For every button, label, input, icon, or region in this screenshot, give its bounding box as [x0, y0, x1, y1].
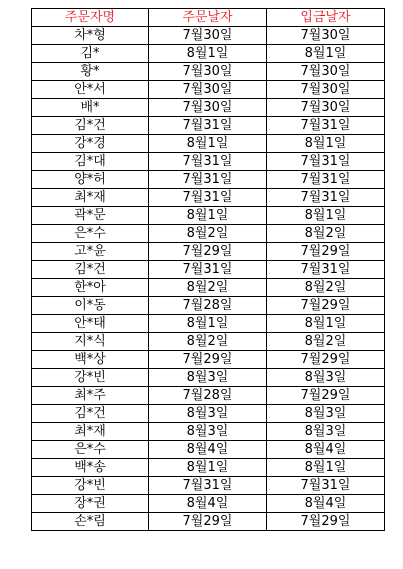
- cell-payment-date: 8월1일: [267, 135, 385, 153]
- cell-orderer-name: 이*동: [32, 297, 149, 315]
- cell-order-date: 7월30일: [149, 81, 267, 99]
- cell-order-date: 7월30일: [149, 63, 267, 81]
- cell-orderer-name: 한*아: [32, 279, 149, 297]
- cell-payment-date: 7월30일: [267, 63, 385, 81]
- table-row: [32, 423, 385, 441]
- cell-payment-date: 7월31일: [267, 171, 385, 189]
- cell-order-date: 7월29일: [149, 243, 267, 261]
- cell-payment-date: 8월2일: [267, 333, 385, 351]
- header-row: [32, 9, 385, 27]
- table-row: [32, 333, 385, 351]
- table-row: [32, 477, 385, 495]
- cell-payment-date: 7월30일: [267, 81, 385, 99]
- table-body: [32, 27, 385, 531]
- column-header-orderer-name: 주문자명: [32, 9, 149, 27]
- cell-orderer-name: 김*대: [32, 153, 149, 171]
- cell-order-date: 8월2일: [149, 333, 267, 351]
- cell-payment-date: 8월4일: [267, 495, 385, 513]
- table-row: [32, 117, 385, 135]
- cell-order-date: 8월3일: [149, 405, 267, 423]
- table-row: [32, 189, 385, 207]
- cell-payment-date: 7월29일: [267, 351, 385, 369]
- column-header-payment-date: 입금날자: [267, 9, 385, 27]
- cell-order-date: 8월1일: [149, 459, 267, 477]
- cell-payment-date: 7월31일: [267, 117, 385, 135]
- cell-orderer-name: 지*식: [32, 333, 149, 351]
- cell-payment-date: 8월2일: [267, 279, 385, 297]
- cell-orderer-name: 배*: [32, 99, 149, 117]
- cell-orderer-name: 곽*문: [32, 207, 149, 225]
- table-row: [32, 459, 385, 477]
- column-header-order-date: 주문날자: [149, 9, 267, 27]
- cell-order-date: 7월31일: [149, 153, 267, 171]
- cell-payment-date: 7월29일: [267, 297, 385, 315]
- cell-payment-date: 7월29일: [267, 243, 385, 261]
- cell-payment-date: 8월3일: [267, 423, 385, 441]
- table-row: [32, 27, 385, 45]
- cell-order-date: 7월28일: [149, 297, 267, 315]
- table-row: [32, 45, 385, 63]
- cell-payment-date: 8월1일: [267, 45, 385, 63]
- cell-orderer-name: 김*건: [32, 261, 149, 279]
- cell-order-date: 7월29일: [149, 351, 267, 369]
- cell-orderer-name: 장*권: [32, 495, 149, 513]
- cell-order-date: 8월4일: [149, 441, 267, 459]
- table-row: [32, 171, 385, 189]
- cell-payment-date: 7월31일: [267, 153, 385, 171]
- cell-payment-date: 7월30일: [267, 99, 385, 117]
- cell-order-date: 7월31일: [149, 171, 267, 189]
- cell-orderer-name: 백*상: [32, 351, 149, 369]
- cell-orderer-name: 김*건: [32, 117, 149, 135]
- cell-orderer-name: 최*재: [32, 189, 149, 207]
- cell-orderer-name: 황*: [32, 63, 149, 81]
- table-row: [32, 297, 385, 315]
- cell-order-date: 7월30일: [149, 27, 267, 45]
- cell-order-date: 8월2일: [149, 225, 267, 243]
- table-row: [32, 441, 385, 459]
- cell-orderer-name: 강*빈: [32, 369, 149, 387]
- cell-orderer-name: 은*수: [32, 441, 149, 459]
- cell-payment-date: 7월31일: [267, 261, 385, 279]
- cell-order-date: 8월1일: [149, 45, 267, 63]
- table-row: [32, 261, 385, 279]
- cell-order-date: 8월4일: [149, 495, 267, 513]
- cell-orderer-name: 최*주: [32, 387, 149, 405]
- cell-orderer-name: 차*형: [32, 27, 149, 45]
- cell-orderer-name: 고*윤: [32, 243, 149, 261]
- cell-order-date: 7월31일: [149, 189, 267, 207]
- cell-orderer-name: 강*경: [32, 135, 149, 153]
- cell-order-date: 7월31일: [149, 117, 267, 135]
- table-row: [32, 387, 385, 405]
- cell-payment-date: 8월1일: [267, 315, 385, 333]
- cell-orderer-name: 양*허: [32, 171, 149, 189]
- cell-order-date: 7월29일: [149, 513, 267, 531]
- table-row: [32, 135, 385, 153]
- cell-payment-date: 7월29일: [267, 387, 385, 405]
- table-row: [32, 513, 385, 531]
- cell-orderer-name: 최*재: [32, 423, 149, 441]
- cell-orderer-name: 강*빈: [32, 477, 149, 495]
- cell-order-date: 8월1일: [149, 207, 267, 225]
- table-row: [32, 207, 385, 225]
- table-row: [32, 153, 385, 171]
- cell-order-date: 8월3일: [149, 369, 267, 387]
- cell-payment-date: 8월3일: [267, 369, 385, 387]
- cell-order-date: 7월28일: [149, 387, 267, 405]
- cell-orderer-name: 김*: [32, 45, 149, 63]
- table-row: [32, 99, 385, 117]
- cell-order-date: 7월31일: [149, 477, 267, 495]
- table-row: [32, 243, 385, 261]
- cell-order-date: 8월2일: [149, 279, 267, 297]
- table-row: [32, 81, 385, 99]
- cell-payment-date: 8월1일: [267, 207, 385, 225]
- cell-orderer-name: 손*림: [32, 513, 149, 531]
- cell-orderer-name: 안*서: [32, 81, 149, 99]
- cell-payment-date: 8월1일: [267, 459, 385, 477]
- table-row: [32, 225, 385, 243]
- table-row: [32, 279, 385, 297]
- table-row: [32, 315, 385, 333]
- cell-order-date: 8월1일: [149, 135, 267, 153]
- cell-orderer-name: 은*수: [32, 225, 149, 243]
- cell-order-date: 7월31일: [149, 261, 267, 279]
- cell-payment-date: 7월29일: [267, 513, 385, 531]
- cell-payment-date: 7월31일: [267, 477, 385, 495]
- table-row: [32, 369, 385, 387]
- cell-orderer-name: 백*송: [32, 459, 149, 477]
- cell-payment-date: 7월31일: [267, 189, 385, 207]
- cell-orderer-name: 김*건: [32, 405, 149, 423]
- table-row: [32, 405, 385, 423]
- table-row: [32, 63, 385, 81]
- cell-payment-date: 8월3일: [267, 405, 385, 423]
- order-payment-table: [31, 8, 385, 531]
- cell-order-date: 8월3일: [149, 423, 267, 441]
- cell-order-date: 8월1일: [149, 315, 267, 333]
- table-row: [32, 351, 385, 369]
- cell-payment-date: 8월2일: [267, 225, 385, 243]
- cell-orderer-name: 안*태: [32, 315, 149, 333]
- cell-payment-date: 7월30일: [267, 27, 385, 45]
- cell-payment-date: 8월4일: [267, 441, 385, 459]
- cell-order-date: 7월30일: [149, 99, 267, 117]
- table-row: [32, 495, 385, 513]
